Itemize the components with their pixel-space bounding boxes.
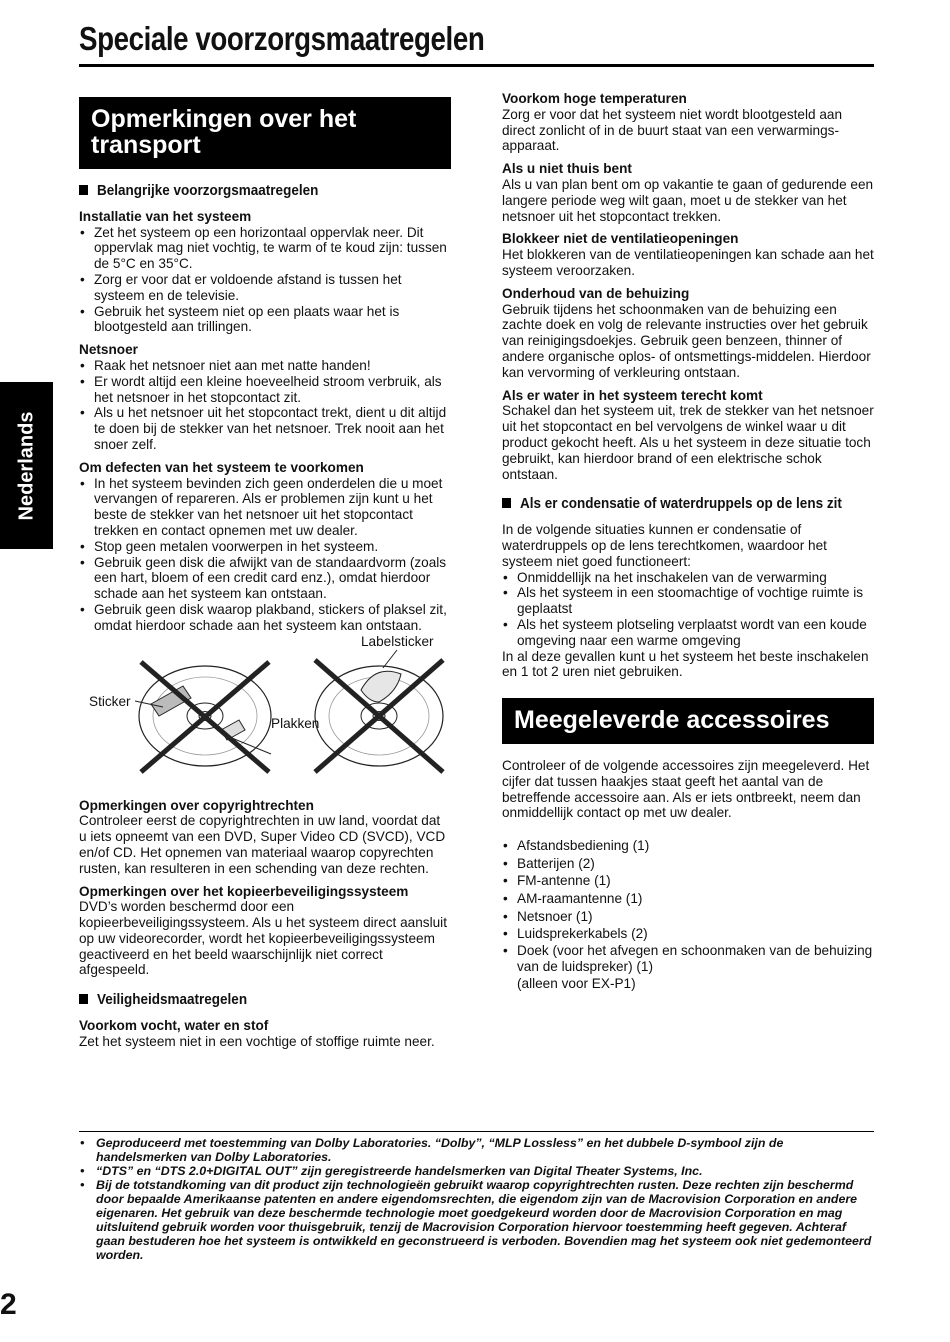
- copyright-text: Controleer eerst de copyrightrechten in uw land, voordat dat u iets opneemt van een DVD, Super Video CD (SVCD), VCD en/of CD. Het opnemen van materiaal waarop copyrechten rusten, kan resulteren in een schending van deze rechten.: [79, 813, 446, 876]
- page-number: 2: [0, 1288, 17, 1321]
- list-item: • Onmiddellijk na het inschakelen van de verwarming: [502, 570, 874, 586]
- defect-heading: Om defecten van het systeem te voorkomen: [79, 459, 364, 475]
- side-tab: [0, 382, 53, 549]
- disc-warning-figure: [79, 633, 451, 784]
- heat-heading: Voorkom hoge temperaturen: [502, 91, 687, 106]
- section-heading-safety: Veiligheidsmaatregelen: [79, 992, 414, 1008]
- water-heading: Als er water in het systeem terecht komt: [502, 387, 763, 403]
- condensation-list: [502, 570, 874, 649]
- list-item: • Er wordt altijd een kleine hoeveelheid stroom verbruik, als het netsnoer in het stopcontact zit.: [79, 374, 451, 406]
- list-item: • Luidsprekerkabels (2): [502, 925, 874, 943]
- cord-list: [79, 358, 451, 453]
- footer-note: • “DTS” en “DTS 2.0+DIGITAL OUT” zijn geregistreerde handelsmerken van Digital Theater Systems, Inc.: [79, 1164, 874, 1178]
- transport-heading-box: Opmerkingen over het transport: [79, 97, 451, 169]
- footer-note: • Geproduceerd met toestemming van Dolby Laboratories. “Dolby”, “MLP Lossless” en het dubbele D-symbool zijn de handelsmerken van Dolby Laboratories.: [79, 1136, 874, 1164]
- list-item: • Als het systeem in een stoomachtige of vochtige ruimte is geplaatst: [502, 585, 874, 617]
- water-text: Schakel dan het systeem uit, trek de stekker van het netsnoer uit het stopcontact en bel vervolgens de winkel waar u dit product gekocht heeft. Als u het systeem in deze situatie toch gebruikt, kan hierdoor brand of een elektrische schok ontstaan.: [502, 403, 874, 482]
- left-column: [79, 97, 451, 1050]
- square-bullet-icon: [502, 498, 511, 508]
- list-item: • Zorg er voor dat er voldoende afstand is tussen het systeem en de televisie.: [79, 272, 451, 304]
- sticker-label: Sticker: [89, 693, 131, 709]
- list-item: • Als het systeem plotseling verplaatst wordt van een koude omgeving naar een warme omgeving: [502, 617, 874, 649]
- list-item: • Zet het systeem op een horizontaal oppervlak neer. Dit oppervlak mag niet vochtig, te warm of te koud zijn: tussen de 5°C en 35°C.: [79, 225, 451, 272]
- copyprotect-heading: Opmerkingen over het kopieerbeveiligingssysteem: [79, 883, 409, 899]
- care-text: Gebruik tijdens het schoonmaken van de behuizing een zachte doek en volg de relevante instructies over het gebruik van reinigingsdoekjes. Gebruik geen benzeen, thinner of andere organische oplos- of ontsmettings-middelen. Hierdoor kan vervorming of verkleuring ontstaan.: [502, 301, 871, 380]
- list-item: • Netsnoer (1): [502, 908, 874, 926]
- vent-heading: Blokkeer niet de ventilatieopeningen: [502, 231, 739, 247]
- care-heading: Onderhoud van de behuizing: [502, 285, 690, 301]
- list-item: • Raak het netsnoer niet aan met natte handen!: [79, 358, 451, 374]
- square-bullet-icon: [79, 994, 88, 1004]
- side-tab-label: Nederlands: [15, 411, 37, 520]
- list-item: • Doek (voor het afvegen en schoonmaken van de behuizing van de luidspreker) (1): [502, 943, 874, 975]
- list-item: • Afstandsbediening (1): [502, 837, 874, 855]
- condensation-intro: In de volgende situaties kunnen er condensatie of waterdruppels op de lens terechtkomen, waardoor het systeem niet goed functioneert:: [502, 522, 827, 569]
- moisture-heading: Voorkom vocht, water en stof: [79, 1018, 269, 1034]
- footer-notes: [79, 1136, 874, 1262]
- list-item: • Als u het netsnoer uit het stopcontact trekt, dient u dit altijd te doen bij de stekker van het netsnoer. Trek nooit aan het snoer zelf.: [79, 405, 451, 452]
- disc-with-sticker-icon: [135, 662, 271, 772]
- install-list: [79, 225, 451, 336]
- square-bullet-icon: [79, 185, 88, 195]
- list-item: • Gebruik geen disk die afwijkt van de standaardvorm (zoals een hart, bloem of een credit card enz.), omdat hierdoor schade aan het systeem kan ontstaan.: [79, 555, 451, 602]
- disc-figure-svg: [79, 644, 451, 784]
- section-heading-important: Belangrijke voorzorgsmaatregelen: [79, 183, 414, 199]
- list-item: • FM-antenne (1): [502, 872, 874, 890]
- accessories-list: [502, 837, 874, 974]
- title-rule: [79, 64, 874, 67]
- list-item: • Gebruik geen disk waarop plakband, stickers of plaksel zit, omdat hierdoor schade aan het systeem kan ontstaan.: [79, 602, 451, 634]
- footer-rule: [79, 1131, 874, 1132]
- footer-note: • Bij de totstandkoming van dit product zijn technologieën gebruikt waarop copyrightrechten rusten. Deze rechten zijn beschermd door bepaalde Amerikaanse patenten en andere eigendomsrechten, die eigendom zijn van de Macrovision Corporation en andere eigenaren. Het gebruik van deze beschermde technologie moet goedgekeurd worden door de Macrovision Corporation en mag uitsluitend gebruik worden voor thuisgebruik, tenzij de Macrovision Corporation hiervoor toestemming heeft gegeven. Achteraf gaan bestuderen hoe het systeem is ontwikkeld en geconstrueerd is verboden. Bovendien mag het systeem ook niet gedemonteerd worden.: [79, 1178, 874, 1262]
- copyright-heading: Opmerkingen over copyrightrechten: [79, 797, 314, 813]
- accessories-heading-box: Meegeleverde accessoires: [502, 698, 874, 744]
- vent-text: Het blokkeren van de ventilatieopeningen kan schade aan het systeem veroorzaken.: [502, 247, 874, 278]
- list-item: • Batterijen (2): [502, 855, 874, 873]
- defect-list: [79, 476, 451, 634]
- copyprotect-text: DVD’s worden beschermd door een kopieerbeveiligingssysteem. Als u het systeem direct aansluit op uw videorecorder, wordt het kopieerbeveiligingssysteem geactiveerd en het beeld waarschijnlijk niet correct afgespeeld.: [79, 899, 447, 978]
- plakken-label: Plakken: [271, 715, 320, 731]
- moisture-text: Zet het systeem niet in een vochtige of stoffige ruimte neer.: [79, 1033, 435, 1049]
- condensation-outro: In al deze gevallen kunt u het systeem het beste inschakelen en 1 tot 2 uren niet gebruiken.: [502, 648, 869, 680]
- heat-text: Zorg er voor dat het systeem niet wordt blootgesteld aan direct zonlicht of in de buurt staat van een verwarmings-apparaat.: [502, 106, 843, 154]
- disc-with-label-sticker-icon: [315, 650, 443, 772]
- cord-heading: Netsnoer: [79, 342, 138, 358]
- list-item: • Gebruik het systeem niet op een plaats waar het is blootgesteld aan trillingen.: [79, 304, 451, 336]
- label-sticker-label: Labelsticker: [361, 633, 434, 649]
- list-item: • Stop geen metalen voorwerpen in het systeem.: [79, 539, 451, 555]
- install-heading: Installatie van het systeem: [79, 208, 252, 224]
- list-item: • In het systeem bevinden zich geen onderdelen die u moet vervangen of repareren. Als er problemen zijn kunt u het beste de stekker van het netsnoer uit het stopcontact trekken en contact opnemen met uw dealer.: [79, 476, 451, 539]
- accessories-intro: Controleer of de volgende accessoires zijn meegeleverd. Het cijfer dat tussen haakjes staat geeft het aantal van de betreffende accessoire aan. Als er iets ontbreekt, neem dan onmiddellijk contact op met uw dealer.: [502, 758, 870, 821]
- away-text: Als u van plan bent om op vakantie te gaan of gedurende een langere periode weg wilt gaan, moet u de stekker van het netsnoer uit het stopcontact trekken.: [502, 176, 874, 224]
- list-item: • AM-raamantenne (1): [502, 890, 874, 908]
- away-heading: Als u niet thuis bent: [502, 161, 632, 177]
- page-title: Speciale voorzorgsmaatregelen: [79, 20, 485, 57]
- right-column: [502, 91, 874, 992]
- accessories-note: (alleen voor EX-P1): [517, 976, 636, 992]
- section-heading-condensation: Als er condensatie of waterdruppels op de lens zit: [502, 496, 837, 512]
